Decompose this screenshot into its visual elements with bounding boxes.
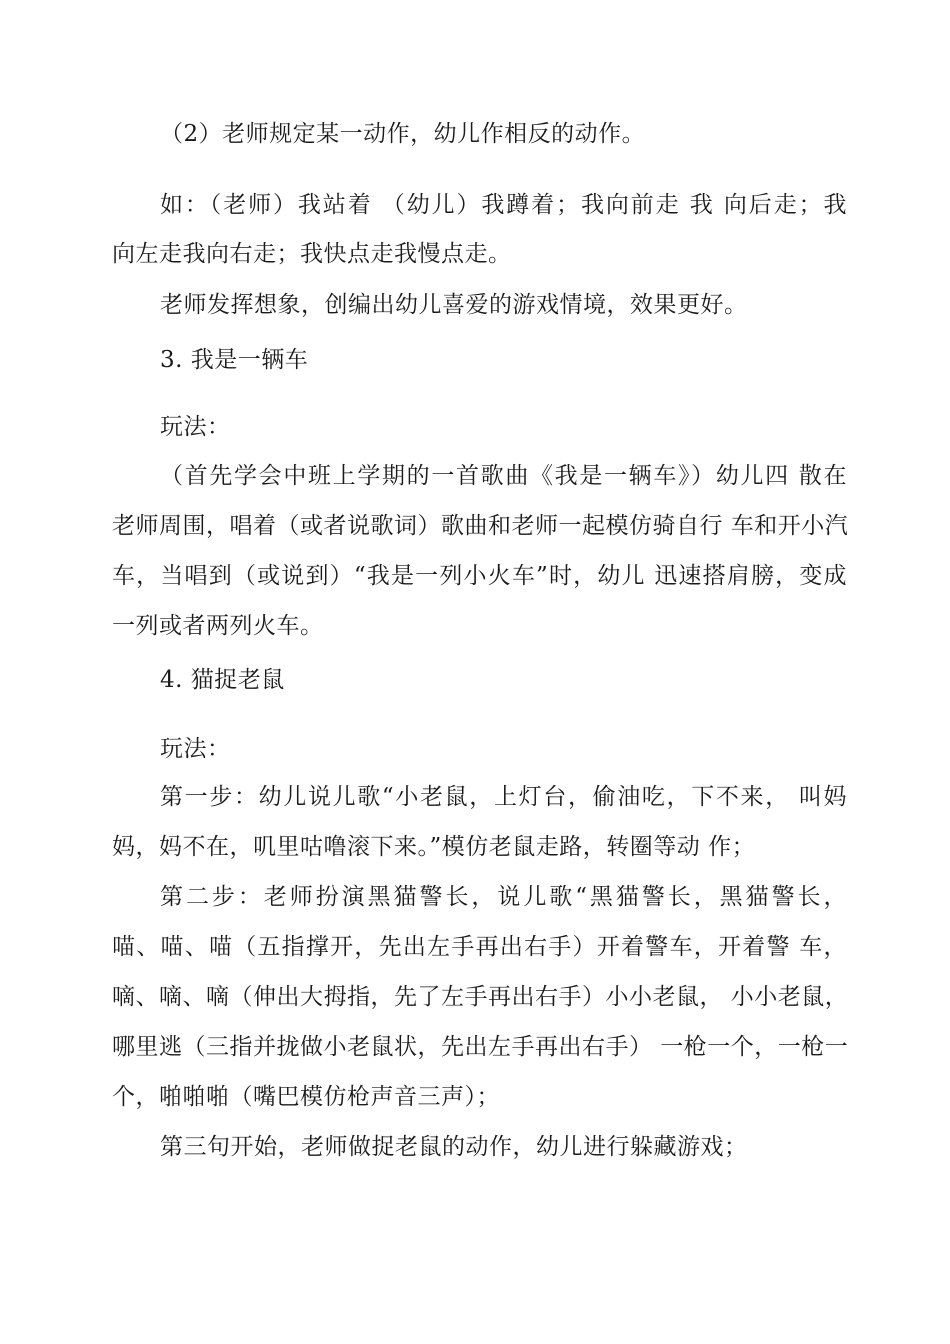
- step2-line-3: 嘀、嘀、嘀（伸出大拇指，先了左手再出右手）小小老鼠， 小小老鼠，: [112, 984, 849, 1010]
- section-heading-4: 4. 猫捉老鼠: [160, 667, 285, 693]
- step2-line-5: 个，啪啪啪（嘴巴模仿枪声音三声）；: [112, 1084, 500, 1110]
- step2-line-2: 喵、喵、喵（五指撑开，先出左手再出右手）开着警车，开着警 车，: [112, 934, 847, 960]
- section-heading-3: 3. 我是一辆车: [160, 347, 309, 373]
- teacher-note: 老师发挥想象，创编出幼儿喜爱的游戏情境，效果更好。: [160, 292, 748, 318]
- play-method-label-1: 玩法：: [160, 414, 231, 440]
- paragraph-rule-2: （2）老师规定某一动作，幼儿作相反的动作。: [160, 121, 646, 147]
- step2-line-4: 哪里逃（三指并拢做小老鼠状，先出左手再出右手） 一枪一个，一枪一: [112, 1034, 849, 1060]
- game3-line-2: 老师周围，唱着（或者说歌词）歌曲和老师一起模仿骑自行 车和开小汽: [112, 513, 849, 539]
- example-line-2: 向左走我向右走；我快点走我慢点走。: [112, 241, 512, 267]
- game3-line-3: 车，当唱到（或说到）“我是一列小火车”时，幼儿 迅速搭肩膀，变成: [112, 563, 847, 589]
- play-method-label-2: 玩法：: [160, 736, 231, 762]
- step1-line-2: 妈，妈不在，叽里咕噜滚下来。”模仿老鼠走路，转圈等动 作；: [112, 834, 756, 860]
- step3-line-1: 第三句开始，老师做捉老鼠的动作，幼儿进行躲藏游戏；: [160, 1134, 748, 1160]
- game3-line-1: （首先学会中班上学期的一首歌曲《我是一辆车》）幼儿四 散在: [160, 463, 847, 489]
- step2-line-1: 第二步：老师扮演黑猫警长，说儿歌“黑猫警长，黑猫警长，: [160, 884, 847, 910]
- example-line-1: 如：（老师）我站着 （幼儿）我蹲着；我向前走 我 向后走；我: [160, 192, 847, 218]
- game3-line-4: 一列或者两列火车。: [112, 613, 324, 639]
- step1-line-1: 第一步：幼儿说儿歌“小老鼠，上灯台，偷油吃，下不来， 叫妈: [160, 784, 847, 810]
